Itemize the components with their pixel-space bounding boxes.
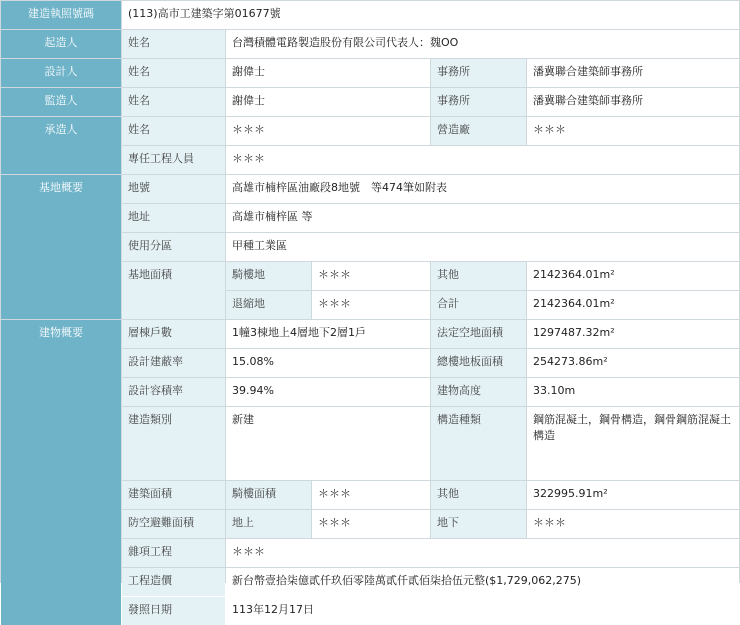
building-shelter-below: ＊＊＊ [527,510,739,538]
site-address-label: 地址 [122,204,225,232]
license-number: (113)高市工建築字第01677號 [122,1,739,29]
supervisor-name: 謝偉士 [226,88,430,116]
building-misc: ＊＊＊ [226,539,739,567]
site-header: 基地概要 [1,175,121,319]
site-zone-label: 使用分區 [122,233,225,261]
building-type-label: 建造類別 [122,407,225,480]
site-total: 2142364.01m² [527,291,739,319]
site-address: 高雄市楠梓區 等 [226,204,739,232]
building-issue-date: 113年12月17日 [226,597,739,625]
builder-name-label: 姓名 [122,30,225,58]
building-cost: 新台幣壹拾柒億貳仟玖佰零陸萬貳仟貳佰柒拾伍元整($1,729,062,275) [226,568,739,596]
site-area-label: 基地面積 [122,262,225,319]
building-other-label: 其他 [431,481,526,509]
building-other: 322995.91m² [527,481,739,509]
builder-name: 台灣積體電路製造股份有限公司代表人：魏OO [226,30,739,58]
building-structure-label: 構造種類 [431,407,526,480]
building-floors: 1幢3棟地上4層地下2層1戶 [226,320,430,348]
building-arcade-label: 騎樓面積 [226,481,311,509]
building-floor-area: 254273.86m² [527,349,739,377]
building-build-area-label: 建築面積 [122,481,225,509]
building-cost-label: 工程造價 [122,568,225,596]
contractor-name: ＊＊＊ [226,117,430,145]
building-type: 新建 [226,407,430,480]
site-setback-label: 退縮地 [226,291,311,319]
building-shelter-above: ＊＊＊ [312,510,430,538]
building-floors-label: 層棟戶數 [122,320,225,348]
designer-name-label: 姓名 [122,59,225,87]
contractor-firm-label: 營造廠 [431,117,526,145]
building-shelter-below-label: 地下 [431,510,526,538]
designer-office-label: 事務所 [431,59,526,87]
building-shelter-above-label: 地上 [226,510,311,538]
site-lot-label: 地號 [122,175,225,203]
building-arcade: ＊＊＊ [312,481,430,509]
building-misc-label: 雜項工程 [122,539,225,567]
building-height-label: 建物高度 [431,378,526,406]
building-open-space-label: 法定空地面積 [431,320,526,348]
building-far-label: 設計容積率 [122,378,225,406]
contractor-name-label: 姓名 [122,117,225,145]
supervisor-name-label: 姓名 [122,88,225,116]
building-height: 33.10m [527,378,739,406]
builder-header: 起造人 [1,30,121,58]
site-arcade: ＊＊＊ [312,262,430,290]
contractor-engineer-label: 專任工程人員 [122,146,225,174]
designer-header: 設計人 [1,59,121,87]
site-setback: ＊＊＊ [312,291,430,319]
site-lot: 高雄市楠梓區油廠段8地號 等474筆如附表 [226,175,739,203]
site-total-label: 合計 [431,291,526,319]
site-zone: 甲種工業區 [226,233,739,261]
contractor-firm: ＊＊＊ [527,117,739,145]
supervisor-office: 潘冀聯合建築師事務所 [527,88,739,116]
building-structure: 鋼筋混凝土，鋼骨構造，鋼骨鋼筋混凝土構造 [527,407,739,480]
contractor-header: 承造人 [1,117,121,174]
contractor-engineer: ＊＊＊ [226,146,739,174]
building-coverage-label: 設計建蔽率 [122,349,225,377]
designer-office: 潘冀聯合建築師事務所 [527,59,739,87]
building-open-space: 1297487.32m² [527,320,739,348]
building-header: 建物概要 [1,320,121,625]
building-floor-area-label: 總樓地板面積 [431,349,526,377]
supervisor-header: 監造人 [1,88,121,116]
license-header: 建造執照號碼 [1,1,121,29]
building-shelter-label: 防空避難面積 [122,510,225,538]
site-arcade-label: 騎樓地 [226,262,311,290]
supervisor-office-label: 事務所 [431,88,526,116]
site-other: 2142364.01m² [527,262,739,290]
designer-name: 謝偉士 [226,59,430,87]
building-issue-label: 發照日期 [122,597,225,625]
site-other-label: 其他 [431,262,526,290]
building-coverage: 15.08% [226,349,430,377]
building-far: 39.94% [226,378,430,406]
